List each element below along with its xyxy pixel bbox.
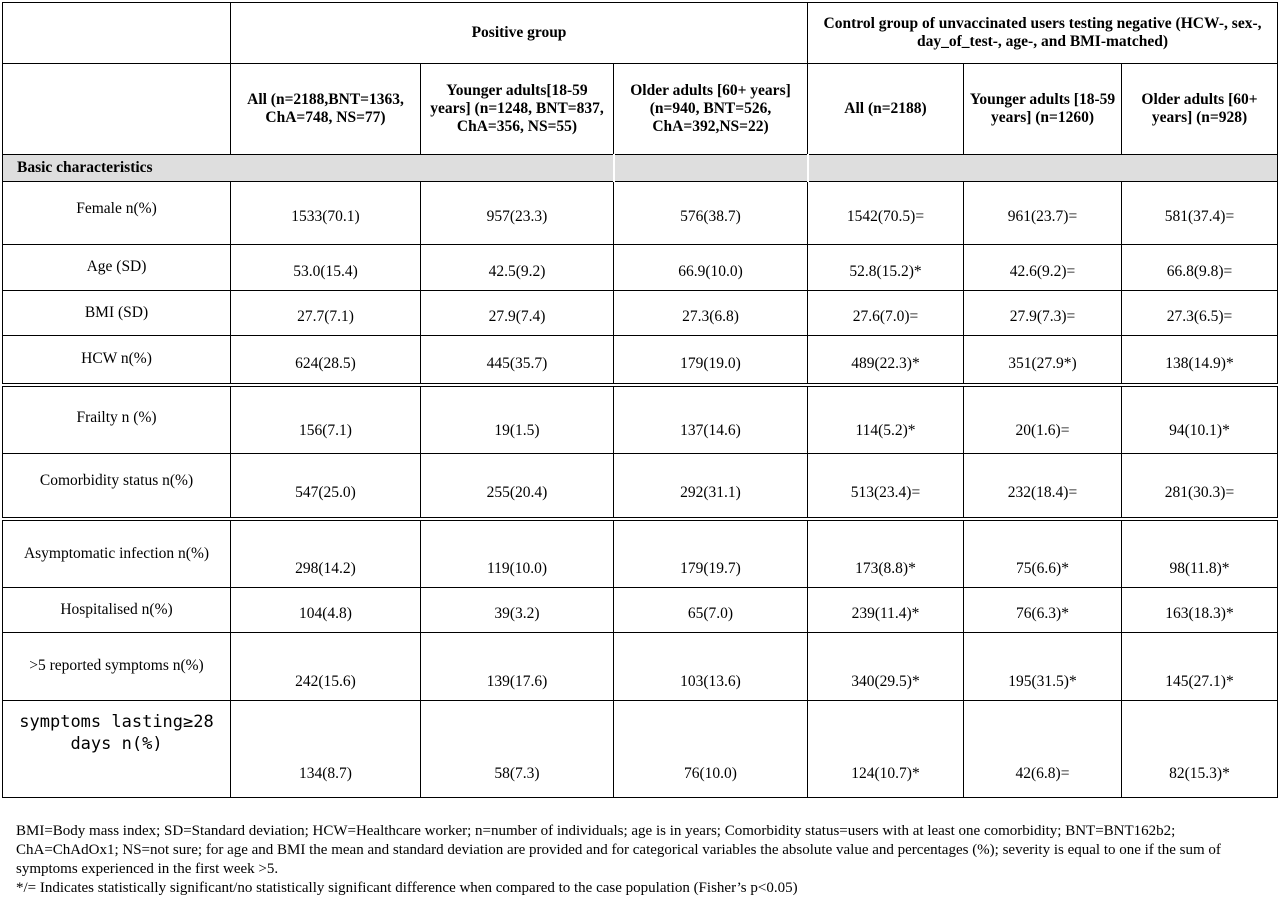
table-cell: 134(8.7) [231, 701, 421, 798]
table-cell: 138(14.9)* [1122, 336, 1278, 385]
table-row [3, 336, 1278, 385]
table-cell: 255(20.4) [421, 454, 614, 519]
footnote-abbreviations: BMI=Body mass index; SD=Standard deviation; HCW=Healthcare worker; n=number of individuals; age is in years; Comorbidity status=users with at least one comorbidity; BNT=BNT162b2; ChA=ChAdOx1; NS=not sure; for age and BMI the mean and standard deviation are provided and for categorical variables the absolute value and percentages (%); severity is equal to one if the sum of symptoms experienced in the first week >5. [16, 823, 1221, 877]
table-cell: 76(10.0) [614, 701, 808, 798]
column-header: Younger adults [18-59 years] (n=1260) [964, 64, 1122, 155]
control-group-header: Control group of unvaccinated users testing negative (HCW-, sex-, day_of_test-, age-, and BMI-matched) [808, 3, 1278, 64]
table-row [3, 291, 1278, 336]
table-cell: 1542(70.5)= [808, 182, 964, 245]
table-cell: 42.6(9.2)= [964, 245, 1122, 291]
table-cell: 489(22.3)* [808, 336, 964, 385]
table-cell: 173(8.8)* [808, 519, 964, 588]
table-cell: 179(19.7) [614, 519, 808, 588]
row-label: >5 reported symptoms n(%) [3, 633, 231, 701]
table-cell: 581(37.4)= [1122, 182, 1278, 245]
row-label: Frailty n (%) [3, 385, 231, 454]
table-cell: 232(18.4)= [964, 454, 1122, 519]
table-cell: 66.9(10.0) [614, 245, 808, 291]
row-label: symptoms lasting≥28 days n(%) [3, 701, 231, 798]
table-cell: 624(28.5) [231, 336, 421, 385]
footnote-significance: */= Indicates statistically significant/no statistically significant difference when compared to the case population (Fisher’s p<0.05) [16, 879, 798, 896]
table-cell: 298(14.2) [231, 519, 421, 588]
table-cell: 19(1.5) [421, 385, 614, 454]
section-blank-cell [808, 155, 1278, 182]
table-footnote [16, 822, 1266, 898]
column-header: Younger adults[18-59 years] (n=1248, BNT=837, ChA=356, NS=55) [421, 64, 614, 155]
table-cell: 242(15.6) [231, 633, 421, 701]
table-cell: 27.3(6.8) [614, 291, 808, 336]
table-cell: 58(7.3) [421, 701, 614, 798]
header-row-groups [3, 3, 1278, 64]
table-cell: 163(18.3)* [1122, 588, 1278, 633]
table-cell: 547(25.0) [231, 454, 421, 519]
column-header: All (n=2188,BNT=1363, ChA=748, NS=77) [231, 64, 421, 155]
table-cell: 42(6.8)= [964, 701, 1122, 798]
table-row [3, 182, 1278, 245]
table-cell: 27.9(7.3)= [964, 291, 1122, 336]
table-cell: 103(13.6) [614, 633, 808, 701]
table-cell: 104(4.8) [231, 588, 421, 633]
table-cell: 145(27.1)* [1122, 633, 1278, 701]
table-row [3, 385, 1278, 454]
table-cell: 195(31.5)* [964, 633, 1122, 701]
table-cell: 27.3(6.5)= [1122, 291, 1278, 336]
table-cell: 957(23.3) [421, 182, 614, 245]
table-row [3, 519, 1278, 588]
table-cell: 124(10.7)* [808, 701, 964, 798]
table-cell: 292(31.1) [614, 454, 808, 519]
row-label: Comorbidity status n(%) [3, 454, 231, 519]
table-cell: 52.8(15.2)* [808, 245, 964, 291]
positive-group-header: Positive group [231, 3, 808, 64]
section-blank-cell [614, 155, 808, 182]
table-row [3, 454, 1278, 519]
characteristics-table [2, 2, 1278, 798]
table-cell: 66.8(9.8)= [1122, 245, 1278, 291]
table-row [3, 701, 1278, 798]
table-cell: 119(10.0) [421, 519, 614, 588]
table-cell: 139(17.6) [421, 633, 614, 701]
row-label: Age (SD) [3, 245, 231, 291]
table-cell: 27.6(7.0)= [808, 291, 964, 336]
header-corner-cell [3, 3, 231, 64]
row-label: Asymptomatic infection n(%) [3, 519, 231, 588]
column-header: Older adults [60+ years] (n=928) [1122, 64, 1278, 155]
table-cell: 65(7.0) [614, 588, 808, 633]
table-cell: 114(5.2)* [808, 385, 964, 454]
table-row [3, 588, 1278, 633]
section-title: Basic characteristics [3, 155, 614, 182]
table-cell: 39(3.2) [421, 588, 614, 633]
table-cell: 42.5(9.2) [421, 245, 614, 291]
column-header: Older adults [60+ years] (n=940, BNT=526, ChA=392,NS=22) [614, 64, 808, 155]
table-cell: 20(1.6)= [964, 385, 1122, 454]
table-cell: 239(11.4)* [808, 588, 964, 633]
table-cell: 513(23.4)= [808, 454, 964, 519]
header-row-columns [3, 64, 1278, 155]
table-header [3, 3, 1278, 155]
row-label: Hospitalised n(%) [3, 588, 231, 633]
row-label: HCW n(%) [3, 336, 231, 385]
row-label: Female n(%) [3, 182, 231, 245]
table-cell: 351(27.9*) [964, 336, 1122, 385]
table-row [3, 633, 1278, 701]
table-body [3, 155, 1278, 798]
column-header: All (n=2188) [808, 64, 964, 155]
table-cell: 76(6.3)* [964, 588, 1122, 633]
table-cell: 98(11.8)* [1122, 519, 1278, 588]
table-cell: 82(15.3)* [1122, 701, 1278, 798]
table-cell: 179(19.0) [614, 336, 808, 385]
table-cell: 53.0(15.4) [231, 245, 421, 291]
table-cell: 445(35.7) [421, 336, 614, 385]
table-cell: 576(38.7) [614, 182, 808, 245]
table-cell: 94(10.1)* [1122, 385, 1278, 454]
table-cell: 281(30.3)= [1122, 454, 1278, 519]
table-cell: 961(23.7)= [964, 182, 1122, 245]
table-cell: 340(29.5)* [808, 633, 964, 701]
table-cell: 75(6.6)* [964, 519, 1122, 588]
table-cell: 27.9(7.4) [421, 291, 614, 336]
table-cell: 156(7.1) [231, 385, 421, 454]
header-corner-cell [3, 64, 231, 155]
row-label: BMI (SD) [3, 291, 231, 336]
table-cell: 27.7(7.1) [231, 291, 421, 336]
table-row [3, 245, 1278, 291]
section-header-row [3, 155, 1278, 182]
table-cell: 1533(70.1) [231, 182, 421, 245]
table-cell: 137(14.6) [614, 385, 808, 454]
